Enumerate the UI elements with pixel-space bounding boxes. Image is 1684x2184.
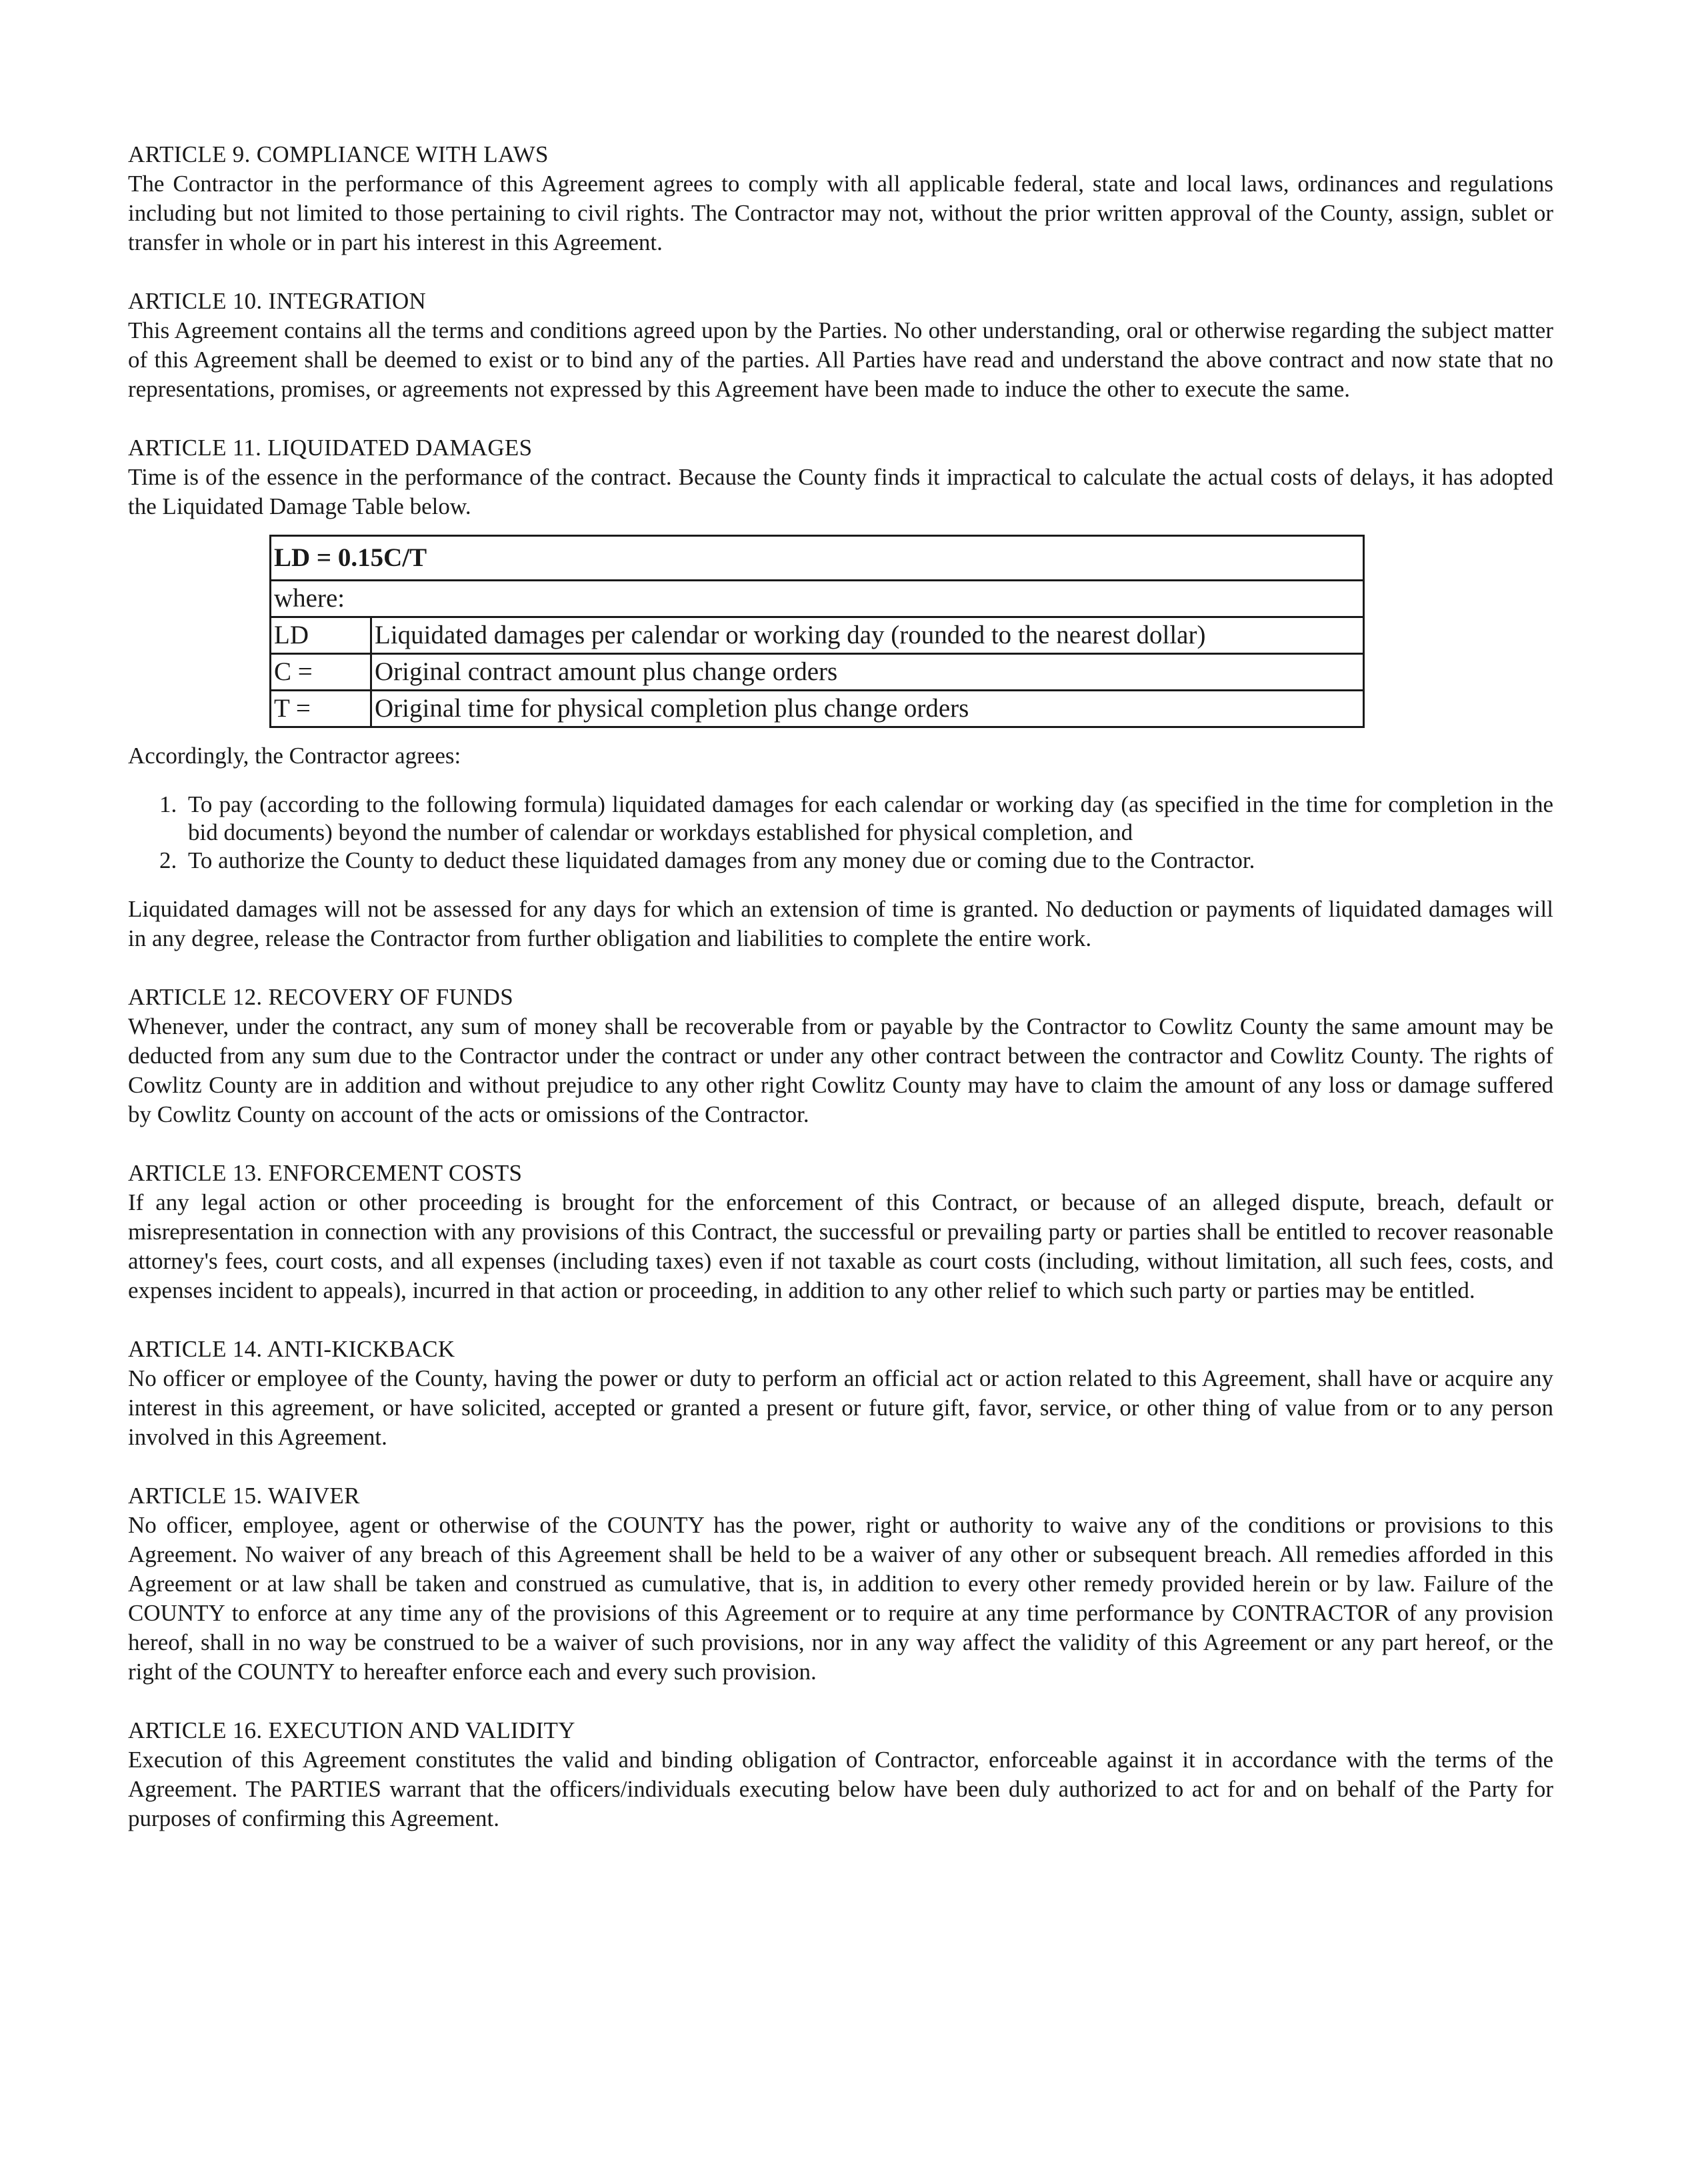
article-15 xyxy=(128,1481,1553,1687)
article-16 xyxy=(128,1716,1553,1833)
article-15-body: No officer, employee, agent or otherwise of the COUNTY has the power, right or authority to waive any of the conditions or provisions to this Agreement. No waiver of any breach of this Agreement shall be held to be a waiver of any other or subsequent breach. All remedies afforded in this Agreement or at law shall be taken and construed as cumulative, that is, in addition to every other remedy provided herein or by law. Failure of the COUNTY to enforce at any time any of the provisions of this Agreement or to require at any time performance by CONTRACTOR of any provision hereof, shall in no way be construed to be a waiver of such provisions, nor in any way affect the validity of this Agreement or any part hereof, or the right of the COUNTY to hereafter enforce each and every such provision. xyxy=(128,1512,1553,1685)
agreement-terms-list xyxy=(128,791,1553,875)
ld-table-row xyxy=(271,617,1364,654)
article-14 xyxy=(128,1335,1553,1452)
article-12 xyxy=(128,983,1553,1129)
ld-where-label: where: xyxy=(271,581,1364,617)
article-10-heading: ARTICLE 10. INTEGRATION xyxy=(128,288,427,314)
article-9-heading: ARTICLE 9. COMPLIANCE WITH LAWS xyxy=(128,141,549,167)
ld-symbol: T = xyxy=(271,691,371,727)
ld-symbol: LD xyxy=(271,617,371,654)
article-11-closing: Liquidated damages will not be assessed for any days for which an extension of time is granted. No deduction or payments of liquidated damages will in any degree, release the Contractor from further obligation and liabilities to complete the entire work. xyxy=(128,896,1553,951)
ld-formula: LD = 0.15C/T xyxy=(271,536,1364,581)
document-page xyxy=(128,140,1553,1833)
article-9 xyxy=(128,140,1553,257)
liquidated-damage-table xyxy=(269,535,1365,728)
contractor-agrees-text: Accordingly, the Contractor agrees: xyxy=(128,743,461,769)
article-16-heading: ARTICLE 16. EXECUTION AND VALIDITY xyxy=(128,1717,575,1743)
article-12-body: Whenever, under the contract, any sum of money shall be recoverable from or payable by the Contractor to Cowlitz County the same amount may be deducted from any sum due to the Contractor under the contract or under any other contract between the contractor and Cowlitz County. The rights of Cowlitz County are in addition and without prejudice to any other right Cowlitz County may have to claim the amount of any loss or damage suffered by Cowlitz County on account of the acts or omissions of the Contractor. xyxy=(128,1013,1553,1127)
article-16-body: Execution of this Agreement constitutes the valid and binding obligation of Contractor, enforceable against it in accordance with the terms of the Agreement. The PARTIES warrant that the officers/individuals executing below have been duly authorized to act for and on behalf of the Party for purposes of confirming this Agreement. xyxy=(128,1747,1553,1831)
list-item: 1. To pay (according to the following formula) liquidated damages for each calendar or working day (as specified in the time for completion in the bid documents) beyond the number of calendar or workdays established for physical completion, and xyxy=(183,791,1553,847)
article-15-heading: ARTICLE 15. WAIVER xyxy=(128,1483,360,1509)
article-13-body: If any legal action or other proceeding is brought for the enforcement of this Contract, or because of an alleged dispute, breach, default or misrepresentation in connection with any provisions of this Contract, the successful or prevailing party or parties shall be entitled to recover reasonable attorney's fees, court costs, and all expenses (including taxes) even if not taxable as court costs (including, without limitation, all such fees, costs, and expenses incident to appeals), incurred in that action or proceeding, in addition to any other relief to which such party or parties may be entitled. xyxy=(128,1189,1553,1303)
ld-definition: Original contract amount plus change orders xyxy=(371,654,1364,691)
article-13 xyxy=(128,1159,1553,1305)
article-13-heading: ARTICLE 13. ENFORCEMENT COSTS xyxy=(128,1160,523,1186)
list-item: 2. To authorize the County to deduct these liquidated damages from any money due or coming due to the Contractor. xyxy=(183,847,1553,875)
ld-symbol: C = xyxy=(271,654,371,691)
ld-table-row xyxy=(271,691,1364,727)
article-10-body: This Agreement contains all the terms and conditions agreed upon by the Parties. No other understanding, oral or otherwise regarding the subject matter of this Agreement shall be deemed to exist or to bind any of the parties. All Parties have read and understand the above contract and now state that no representations, promises, or agreements not expressed by this Agreement have been made to induce the other to execute the same. xyxy=(128,317,1553,402)
article-11-heading: ARTICLE 11. LIQUIDATED DAMAGES xyxy=(128,435,533,461)
article-12-heading: ARTICLE 12. RECOVERY OF FUNDS xyxy=(128,984,513,1010)
article-11-body: Time is of the essence in the performance of the contract. Because the County finds it impractical to calculate the actual costs of delays, it has adopted the Liquidated Damage Table below. xyxy=(128,464,1553,519)
article-10 xyxy=(128,287,1553,404)
article-9-body: The Contractor in the performance of this Agreement agrees to comply with all applicable federal, state and local laws, ordinances and regulations including but not limited to those pertaining to civil rights. The Contractor may not, without the prior written approval of the County, assign, sublet or transfer in whole or in part his interest in this Agreement. xyxy=(128,171,1553,255)
article-14-body: No officer or employee of the County, having the power or duty to perform an official act or action related to this Agreement, shall have or acquire any interest in this agreement, or have solicited, accepted or granted a present or future gift, favor, service, or other thing of value from or to any person involved in this Agreement. xyxy=(128,1365,1553,1450)
ld-definition: Original time for physical completion plus change orders xyxy=(371,691,1364,727)
article-11 xyxy=(128,433,1553,953)
ld-table-row xyxy=(271,654,1364,691)
ld-definition: Liquidated damages per calendar or working day (rounded to the nearest dollar) xyxy=(371,617,1364,654)
article-14-heading: ARTICLE 14. ANTI-KICKBACK xyxy=(128,1336,455,1362)
